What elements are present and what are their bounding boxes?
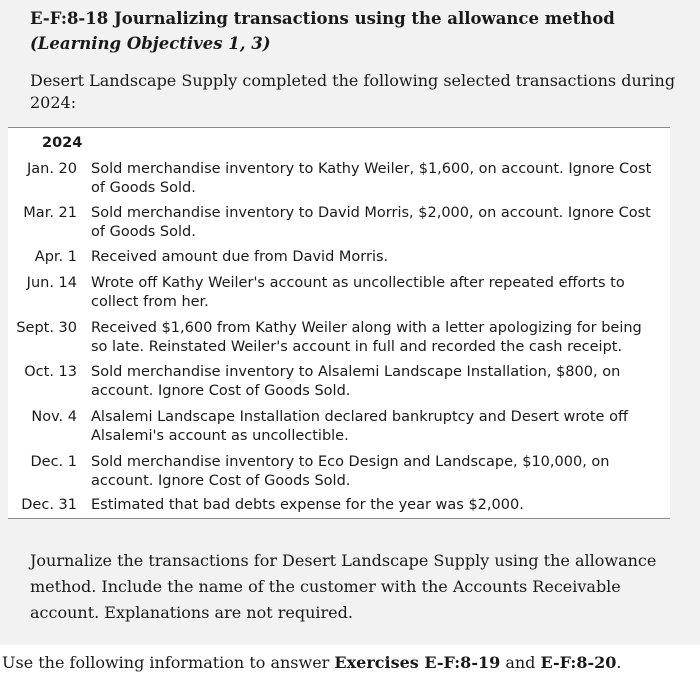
footer-note	[2, 652, 621, 674]
footer-exercise-ref-1: Exercises E-F:8-19	[334, 653, 501, 672]
txn-description: Estimated that bad debts expense for the year was $2,000.	[91, 497, 524, 513]
footer-connector: and	[505, 653, 536, 672]
transactions-table	[8, 127, 670, 519]
exercise-code: E-F:8-18	[30, 9, 109, 28]
learning-objectives: (Learning Objectives 1, 3)	[30, 34, 271, 53]
txn-date: Jan. 20	[26, 161, 77, 177]
txn-date: Dec. 31	[21, 497, 77, 513]
txn-description: Wrote off Kathy Weiler's account as uncollectible after repeated efforts to collect from her.	[91, 275, 625, 310]
txn-description: Received $1,600 from Kathy Weiler along with a letter apologizing for being so late. Reinstated Weiler's account in full and recorded the cash receipt.	[91, 320, 642, 355]
txn-date: Nov. 4	[31, 409, 77, 425]
footer-exercise-ref-2: E-F:8-20	[540, 653, 617, 672]
txn-date: Mar. 21	[23, 205, 77, 221]
footer-prefix: Use the following information to answer	[2, 653, 330, 672]
footer-suffix: .	[616, 653, 622, 672]
txn-description: Received amount due from David Morris.	[91, 249, 389, 265]
txn-date: Sept. 30	[16, 320, 77, 336]
txn-date: Dec. 1	[30, 454, 77, 470]
instructions-text: Journalize the transactions for Desert Landscape Supply using the allowance method. Include the name of the customer with the Accounts Receivable account. Explanations are not required.	[30, 551, 657, 622]
intro-text: Desert Landscape Supply completed the following selected transactions during 2024:	[30, 71, 676, 112]
txn-description: Sold merchandise inventory to David Morris, $2,000, on account. Ignore Cost of Goods Sold.	[91, 205, 651, 240]
exercise-heading	[30, 6, 670, 56]
txn-description: Alsalemi Landscape Installation declared bankruptcy and Desert wrote off Alsalemi's account as uncollectible.	[91, 409, 628, 444]
txn-date: Jun. 14	[26, 275, 77, 291]
txn-description: Sold merchandise inventory to Eco Design and Landscape, $10,000, on account. Ignore Cost of Goods Sold.	[91, 454, 610, 489]
txn-description: Sold merchandise inventory to Alsalemi Landscape Installation, $800, on account. Ignore Cost of Goods Sold.	[91, 364, 621, 399]
txn-description: Sold merchandise inventory to Kathy Weiler, $1,600, on account. Ignore Cost of Goods Sold.	[91, 161, 652, 196]
table-year-header: 2024	[42, 135, 83, 151]
exercise-title: Journalizing transactions using the allowance method	[114, 9, 615, 28]
txn-date: Apr. 1	[34, 249, 77, 265]
txn-date: Oct. 13	[24, 364, 77, 380]
